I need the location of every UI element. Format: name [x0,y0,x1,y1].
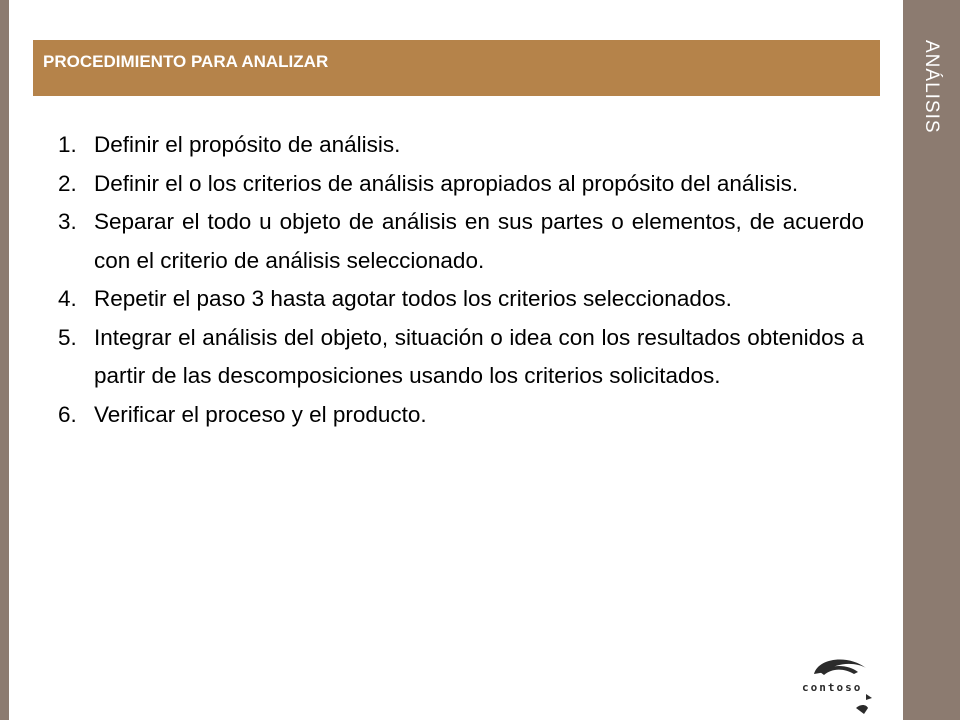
procedure-steps-list [58,126,864,434]
step-text: Repetir el paso 3 hasta agotar todos los criterios seleccionados. [94,286,732,311]
list-item [58,396,864,435]
list-item [58,319,864,396]
logo-wordmark: contoso [802,681,863,694]
step-text: Separar el todo u objeto de análisis en sus partes o elementos, de acuerdo con el criterio de análisis seleccionado. [94,209,864,273]
list-item [58,126,864,165]
step-number: 6. [58,401,77,427]
step-number: 4. [58,286,77,311]
left-accent-strip [0,0,9,720]
contoso-logo-icon [796,650,886,720]
step-text: Definir el propósito de análisis. [94,132,401,157]
section-label: ANÁLISIS [921,40,942,134]
step-number: 1. [58,132,77,157]
list-item [58,165,864,204]
step-text: Integrar el análisis del objeto, situación o idea con los resultados obtenidos a partir de las descomposiciones usando los criterios solicitados. [94,324,864,388]
page-title: PROCEDIMIENTO PARA ANALIZAR [43,52,329,71]
step-text: Verificar el proceso y el producto. [94,401,427,427]
contoso-logo-graphic [796,650,886,720]
step-number: 2. [58,170,77,196]
header-bar [33,40,880,96]
list-item [58,280,864,319]
list-item [58,203,864,280]
step-text: Definir el o los criterios de análisis apropiados al propósito del análisis. [94,170,799,196]
step-number: 5. [58,324,77,350]
step-number: 3. [58,209,77,234]
